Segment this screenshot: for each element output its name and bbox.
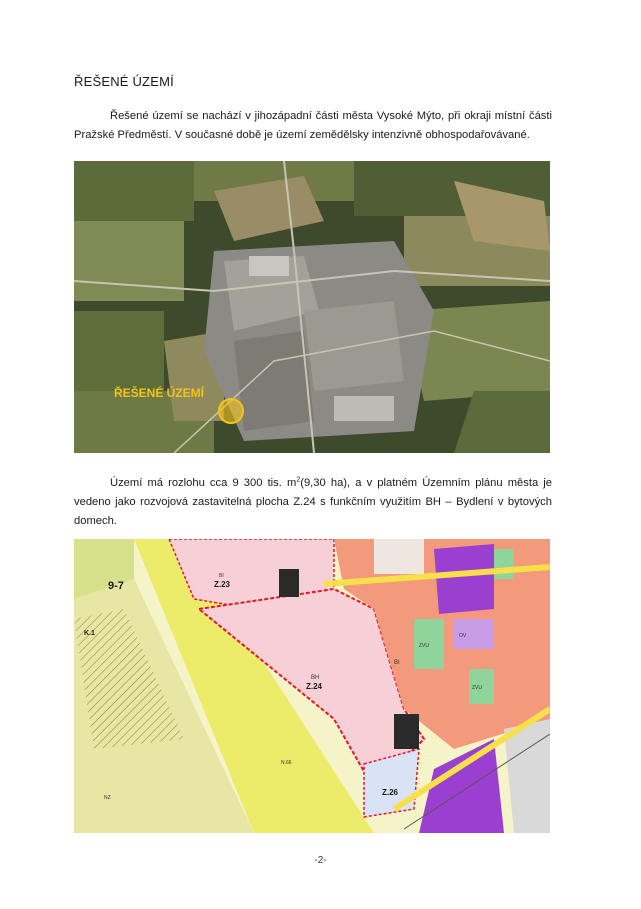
intro-paragraph	[74, 107, 552, 145]
label-n66: N.66	[281, 760, 292, 766]
label-z26: Z.26	[382, 788, 399, 797]
label-zone-97: 9-7	[108, 580, 124, 592]
label-z24: Z.24	[306, 682, 323, 691]
label-bi-a: BI	[219, 573, 224, 579]
superscript: 2	[296, 476, 301, 484]
zoning-plan-image	[74, 539, 550, 833]
zoning-paragraph	[74, 474, 552, 531]
section-heading: ŘEŠENÉ ÚZEMÍ	[74, 74, 174, 89]
page-number: -2-	[314, 855, 327, 866]
intro-text: Řešené území se nachází v jihozápadní části města Vysoké Mýto, při okraji místní části Pražské Předměstí. V současné době je území zemědělsky intenzivně obhospodařovávané.	[74, 110, 552, 141]
label-bh: BH	[311, 675, 320, 681]
aerial-map-image	[74, 161, 550, 453]
zoning-text-b: (9,30 ha), a v platném Územním plánu města je vedeno jako rozvojová zastavitelná plocha Z.24 s funkčním využitím BH – Bydlení v bytových domech.	[74, 477, 553, 527]
label-k1: K.1	[84, 630, 95, 637]
label-z23: Z.23	[214, 580, 231, 589]
site-marker	[219, 399, 243, 423]
label-ov: OV	[459, 633, 467, 639]
marker-label: ŘEŠENÉ ÚZEMÍ	[114, 386, 205, 400]
label-bi-b: BI	[394, 660, 400, 666]
label-zvu-b: ZVU	[472, 685, 482, 691]
zoning-text-a: Území má rozlohu cca 9 300 tis. m	[110, 477, 297, 489]
label-zvu-a: ZVU	[419, 643, 429, 649]
label-nz: NZ	[104, 795, 111, 801]
